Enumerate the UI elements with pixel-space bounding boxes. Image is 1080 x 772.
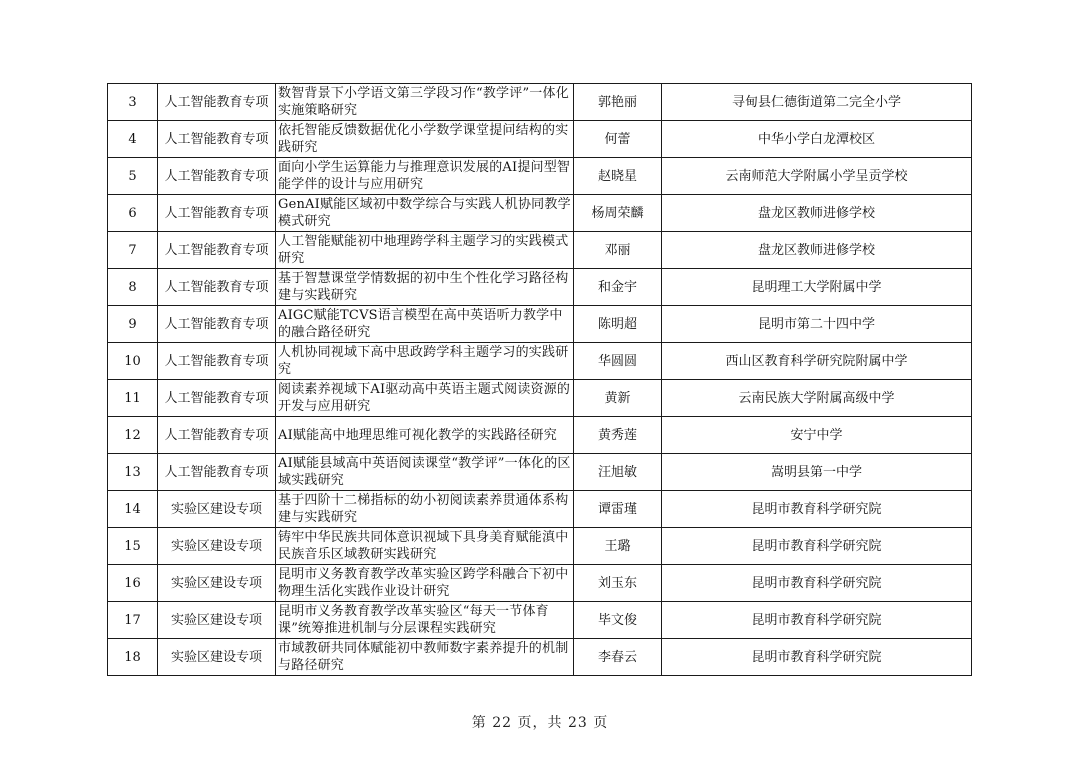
- project-title-text: 阅读素养视域下AI驱动高中英语主题式阅读资源的开发与应用研究: [278, 382, 571, 414]
- project-title-cell: [276, 306, 574, 343]
- project-type-cell: 人工智能教育专项: [158, 232, 276, 269]
- project-title-text: 市域教研共同体赋能初中教师数字素养提升的机制与路径研究: [278, 641, 569, 673]
- row-number-cell: 15: [108, 528, 158, 565]
- lead-person-cell: 黄秀莲: [574, 417, 662, 454]
- lead-person-cell: 华圆圆: [574, 343, 662, 380]
- project-title-text: 昆明市义务教育教学改革实验区跨学科融合下初中物理生活化实践作业设计研究: [278, 567, 569, 599]
- lead-person-cell: 赵晓星: [574, 158, 662, 195]
- organization-cell: 云南民族大学附属高级中学: [662, 380, 972, 417]
- lead-person-cell: 汪旭敏: [574, 454, 662, 491]
- project-type-cell: 人工智能教育专项: [158, 269, 276, 306]
- project-title-cell: [276, 602, 574, 639]
- organization-cell: 西山区教育科学研究院附属中学: [662, 343, 972, 380]
- project-type-cell: 实验区建设专项: [158, 639, 276, 676]
- row-number-cell: 11: [108, 380, 158, 417]
- row-number-cell: 7: [108, 232, 158, 269]
- project-title-cell: [276, 232, 574, 269]
- project-title-cell: [276, 380, 574, 417]
- table-row: [108, 232, 972, 269]
- project-type-cell: 实验区建设专项: [158, 565, 276, 602]
- project-title-text: GenAI赋能区域初中数学综合与实践人机协同教学模式研究: [278, 197, 571, 229]
- lead-person-cell: 王璐: [574, 528, 662, 565]
- project-title-cell: [276, 195, 574, 232]
- project-title-cell: [276, 565, 574, 602]
- project-title-text: 基于智慧课堂学情数据的初中生个性化学习路径构建与实践研究: [278, 271, 569, 303]
- project-title-text: AIGC赋能TCVS语言模型在高中英语听力教学中的融合路径研究: [278, 308, 563, 340]
- organization-cell: 安宁中学: [662, 417, 972, 454]
- project-title-text: 人工智能赋能初中地理跨学科主题学习的实践模式研究: [278, 234, 569, 266]
- table-row: [108, 84, 972, 121]
- organization-cell: 盘龙区教师进修学校: [662, 195, 972, 232]
- table-row: [108, 417, 972, 454]
- organization-cell: 昆明理工大学附属中学: [662, 269, 972, 306]
- row-number-cell: 10: [108, 343, 158, 380]
- project-type-cell: 实验区建设专项: [158, 528, 276, 565]
- row-number-cell: 8: [108, 269, 158, 306]
- lead-person-cell: 陈明超: [574, 306, 662, 343]
- lead-person-cell: 李春云: [574, 639, 662, 676]
- row-number-cell: 18: [108, 639, 158, 676]
- row-number-cell: 5: [108, 158, 158, 195]
- organization-cell: 中华小学白龙潭校区: [662, 121, 972, 158]
- project-table: [107, 83, 972, 676]
- lead-person-cell: 郭艳丽: [574, 84, 662, 121]
- project-type-cell: 人工智能教育专项: [158, 454, 276, 491]
- lead-person-cell: 何蕾: [574, 121, 662, 158]
- project-title-text: AI赋能县域高中英语阅读课堂“教学评”一体化的区域实践研究: [278, 456, 571, 488]
- row-number-cell: 6: [108, 195, 158, 232]
- row-number-cell: 13: [108, 454, 158, 491]
- table-row: [108, 565, 972, 602]
- project-type-cell: 实验区建设专项: [158, 602, 276, 639]
- project-title-cell: [276, 269, 574, 306]
- project-title-text: 铸牢中华民族共同体意识视域下具身美育赋能滇中民族音乐区域教研实践研究: [278, 530, 569, 562]
- project-title-cell: [276, 158, 574, 195]
- table-row: [108, 195, 972, 232]
- table-row: [108, 639, 972, 676]
- row-number-cell: 16: [108, 565, 158, 602]
- organization-cell: 昆明市教育科学研究院: [662, 602, 972, 639]
- table-row: [108, 121, 972, 158]
- row-number-cell: 3: [108, 84, 158, 121]
- project-type-cell: 人工智能教育专项: [158, 121, 276, 158]
- project-title-text: 数智背景下小学语文第三学段习作“教学评”一体化实施策略研究: [278, 86, 569, 118]
- project-title-text: 人机协同视域下高中思政跨学科主题学习的实践研究: [278, 345, 569, 377]
- table-row: [108, 454, 972, 491]
- project-title-text: 依托智能反馈数据优化小学数学课堂提问结构的实践研究: [278, 123, 569, 155]
- table-row: [108, 491, 972, 528]
- organization-cell: 寻甸县仁德街道第二完全小学: [662, 84, 972, 121]
- row-number-cell: 4: [108, 121, 158, 158]
- project-type-cell: 人工智能教育专项: [158, 380, 276, 417]
- project-type-cell: 实验区建设专项: [158, 491, 276, 528]
- lead-person-cell: 杨周荣麟: [574, 195, 662, 232]
- project-title-cell: [276, 343, 574, 380]
- organization-cell: 昆明市第二十四中学: [662, 306, 972, 343]
- lead-person-cell: 邓丽: [574, 232, 662, 269]
- project-title-cell: [276, 417, 574, 454]
- lead-person-cell: 刘玉东: [574, 565, 662, 602]
- project-type-cell: 人工智能教育专项: [158, 306, 276, 343]
- organization-cell: 昆明市教育科学研究院: [662, 491, 972, 528]
- organization-cell: 嵩明县第一中学: [662, 454, 972, 491]
- organization-cell: 盘龙区教师进修学校: [662, 232, 972, 269]
- project-type-cell: 人工智能教育专项: [158, 84, 276, 121]
- project-title-text: 面向小学生运算能力与推理意识发展的AI提问型智能学伴的设计与应用研究: [278, 160, 571, 192]
- row-number-cell: 14: [108, 491, 158, 528]
- project-type-cell: 人工智能教育专项: [158, 417, 276, 454]
- organization-cell: 昆明市教育科学研究院: [662, 528, 972, 565]
- organization-cell: 云南师范大学附属小学呈贡学校: [662, 158, 972, 195]
- table-row: [108, 306, 972, 343]
- lead-person-cell: 毕文俊: [574, 602, 662, 639]
- project-title-text: 基于四阶十二梯指标的幼小初阅读素养贯通体系构建与实践研究: [278, 493, 569, 525]
- project-title-cell: [276, 454, 574, 491]
- project-title-cell: [276, 84, 574, 121]
- lead-person-cell: 和金宇: [574, 269, 662, 306]
- organization-cell: 昆明市教育科学研究院: [662, 565, 972, 602]
- table-row: [108, 528, 972, 565]
- row-number-cell: 9: [108, 306, 158, 343]
- project-title-text: 昆明市义务教育教学改革实验区“每天一节体育课”统筹推进机制与分层课程实践研究: [278, 604, 549, 636]
- project-title-cell: [276, 639, 574, 676]
- table-body: [108, 84, 972, 676]
- organization-cell: 昆明市教育科学研究院: [662, 639, 972, 676]
- row-number-cell: 17: [108, 602, 158, 639]
- project-type-cell: 人工智能教育专项: [158, 343, 276, 380]
- table-row: [108, 343, 972, 380]
- row-number-cell: 12: [108, 417, 158, 454]
- project-title-cell: [276, 491, 574, 528]
- table-row: [108, 269, 972, 306]
- lead-person-cell: 谭雷瑾: [574, 491, 662, 528]
- project-type-cell: 人工智能教育专项: [158, 158, 276, 195]
- project-title-cell: [276, 528, 574, 565]
- project-title-text: AI赋能高中地理思维可视化教学的实践路径研究: [278, 427, 557, 443]
- table-row: [108, 158, 972, 195]
- table-row: [108, 602, 972, 639]
- project-title-cell: [276, 121, 574, 158]
- table-row: [108, 380, 972, 417]
- project-type-cell: 人工智能教育专项: [158, 195, 276, 232]
- page-number-footer: 第 22 页，共 23 页: [471, 715, 609, 731]
- lead-person-cell: 黄新: [574, 380, 662, 417]
